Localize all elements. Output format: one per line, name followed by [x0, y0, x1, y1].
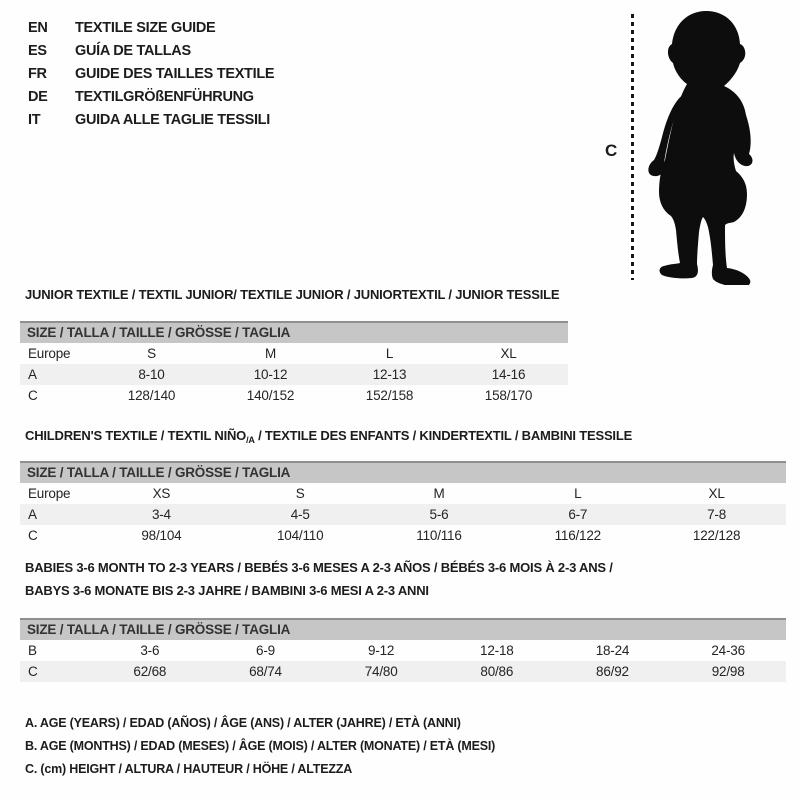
table-cell: 128/140: [127, 388, 176, 403]
table-cell: 6-7: [508, 504, 647, 525]
language-title: TEXTILGRÖßENFÜHRUNG: [75, 89, 254, 105]
table-row: [20, 661, 786, 682]
table-row: [20, 343, 568, 364]
table-cell: 7-8: [647, 504, 786, 525]
row-label: A: [20, 364, 92, 385]
list-item: [28, 109, 274, 132]
table-cell: 5-6: [370, 504, 509, 525]
table-cell: XS: [152, 486, 171, 501]
language-title: GUIDE DES TAILLES TEXTILE: [75, 66, 275, 82]
table-cell: 104/110: [276, 528, 324, 543]
children-size-table: [20, 461, 786, 546]
language-code: IT: [28, 112, 41, 128]
row-label: C: [28, 528, 38, 543]
language-title: GUIDA ALLE TAGLIE TESSILI: [75, 112, 270, 128]
toddler-silhouette-icon: [644, 8, 774, 285]
row-label: C: [20, 661, 92, 682]
table-cell: 152/158: [365, 388, 414, 403]
title-line: BABYS 3-6 MONATE BIS 2-3 JAHRE / BAMBINI 3-6 MESI A 2-3 ANNI: [25, 583, 429, 598]
row-label: C: [28, 388, 38, 403]
table-cell: 12-18: [480, 643, 514, 658]
measurement-figure: [600, 5, 790, 290]
junior-size-table: [20, 321, 568, 406]
title-line: BABIES 3-6 MONTH TO 2-3 YEARS / BEBÉS 3-6 MESES A 2-3 AÑOS / BÉBÉS 3-6 MOIS À 2-3 ANS /: [25, 560, 613, 575]
junior-section-title: JUNIOR TEXTILE / TEXTIL JUNIOR/ TEXTILE JUNIOR / JUNIORTEXTIL / JUNIOR TESSILE: [25, 287, 560, 302]
row-label: Europe: [28, 486, 71, 501]
title-text: / TEXTILE DES ENFANTS / KINDERTEXTIL / BAMBINI TESSILE: [254, 428, 633, 443]
language-code: DE: [28, 89, 48, 105]
table-cell: 18-24: [595, 643, 630, 658]
table-cell: 8-10: [92, 364, 211, 385]
table-cell: 68/74: [208, 661, 324, 682]
babies-size-table: [20, 618, 786, 682]
table-cell: M: [433, 486, 445, 501]
row-label: A: [20, 504, 92, 525]
table-cell: 80/86: [439, 661, 555, 682]
table-cell: L: [385, 346, 394, 361]
title-subscript: /A: [246, 435, 255, 445]
height-dashed-line: [631, 14, 634, 280]
table-row: [20, 640, 786, 661]
list-item: [28, 63, 274, 86]
table-cell: 9-12: [368, 643, 395, 658]
language-title: GUÍA DE TALLAS: [75, 43, 191, 59]
language-code: EN: [28, 20, 48, 36]
height-measure-label: C: [605, 141, 618, 160]
row-label: Europe: [28, 346, 71, 361]
table-cell: 122/128: [692, 528, 741, 543]
table-cell: 14-16: [449, 364, 568, 385]
size-header-bar: SIZE / TALLA / TAILLE / GRÖSSE / TAGLIA: [20, 321, 568, 343]
table-cell: 6-9: [256, 643, 275, 658]
table-row: [20, 483, 786, 504]
measurement-legend: [25, 712, 495, 781]
language-code: ES: [28, 43, 47, 59]
table-cell: S: [295, 486, 305, 501]
table-cell: M: [264, 346, 277, 361]
babies-section-title: [25, 556, 705, 602]
legend-line-a: A. AGE (YEARS) / EDAD (AÑOS) / ÂGE (ANS) / ALTER (JAHRE) / ETÀ (ANNI): [25, 716, 461, 730]
table-cell: 116/122: [554, 528, 601, 543]
title-text: CHILDREN'S TEXTILE / TEXTIL NIÑO: [25, 428, 247, 443]
table-row: [20, 525, 786, 546]
table-row: [20, 504, 786, 525]
table-cell: 3-4: [92, 504, 231, 525]
table-cell: 10-12: [211, 364, 330, 385]
table-cell: L: [574, 486, 582, 501]
table-cell: 158/170: [484, 388, 533, 403]
list-item: [28, 40, 274, 63]
language-code: FR: [28, 66, 47, 82]
table-cell: XL: [708, 486, 725, 501]
table-cell: 4-5: [231, 504, 370, 525]
table-cell: 62/68: [92, 661, 208, 682]
list-item: [28, 86, 274, 109]
table-cell: S: [147, 346, 156, 361]
table-cell: 140/152: [246, 388, 295, 403]
size-header-bar: SIZE / TALLA / TAILLE / GRÖSSE / TAGLIA: [20, 461, 786, 483]
table-cell: 98/104: [141, 528, 182, 543]
row-label: B: [28, 643, 37, 658]
table-cell: 74/80: [323, 661, 439, 682]
language-title: TEXTILE SIZE GUIDE: [75, 20, 216, 36]
size-header-bar: SIZE / TALLA / TAILLE / GRÖSSE / TAGLIA: [20, 618, 786, 640]
children-section-title: [25, 428, 632, 448]
table-row: [20, 385, 568, 406]
legend-line-c: C. (cm) HEIGHT / ALTURA / HAUTEUR / HÖHE / ALTEZZA: [25, 762, 353, 776]
list-item: [28, 17, 274, 40]
table-cell: 92/98: [670, 661, 786, 682]
legend-line-b: B. AGE (MONTHS) / EDAD (MESES) / ÂGE (MOIS) / ALTER (MONATE) / ETÀ (MESI): [25, 739, 496, 753]
table-row: [20, 364, 568, 385]
table-cell: 12-13: [330, 364, 449, 385]
table-cell: XL: [500, 346, 517, 361]
table-cell: 110/116: [416, 528, 462, 543]
table-cell: 3-6: [140, 643, 160, 658]
table-cell: 24-36: [711, 643, 745, 658]
table-cell: 86/92: [555, 661, 671, 682]
language-title-list: [28, 17, 274, 132]
